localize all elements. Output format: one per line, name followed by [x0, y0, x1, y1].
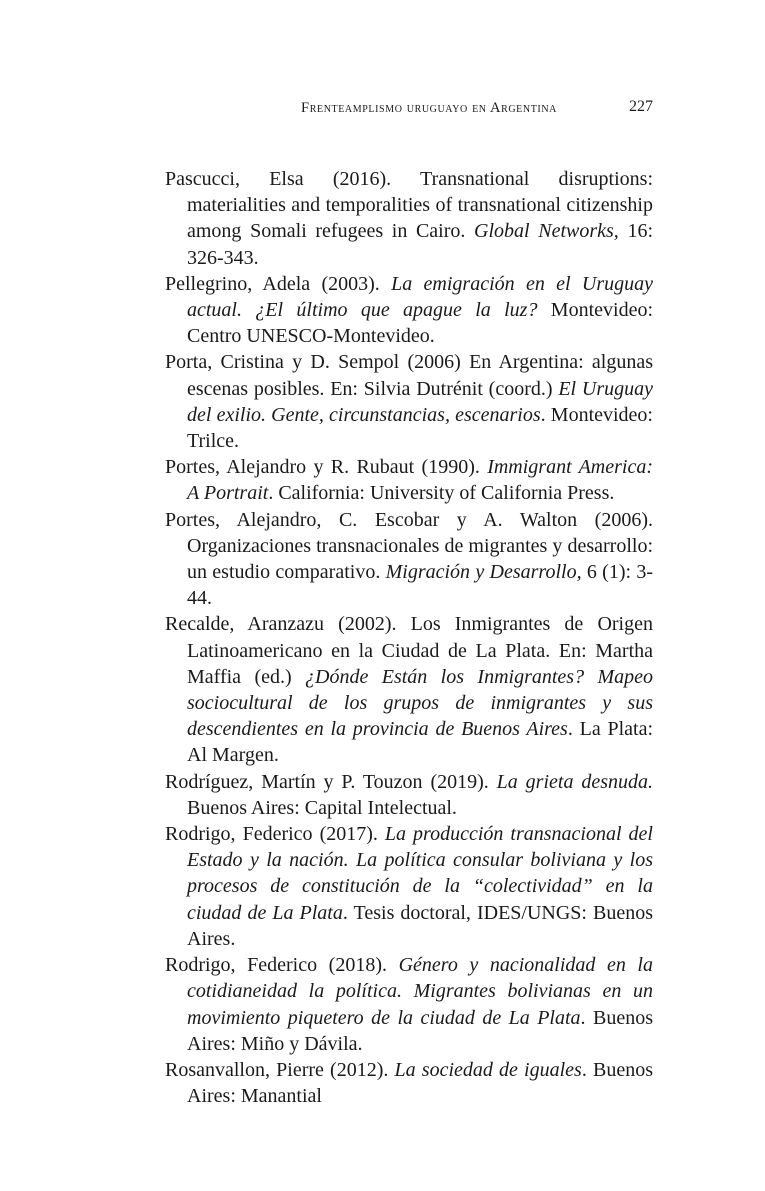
reference-entry: [165, 166, 653, 271]
reference-text: Rodrigo, Federico (2017).: [165, 823, 385, 846]
reference-text: Rodrigo, Federico (2018).: [165, 954, 399, 977]
reference-entry: [165, 611, 653, 768]
reference-entry: [165, 454, 653, 506]
reference-title: La sociedad de iguales: [394, 1058, 582, 1081]
reference-text: Recalde, Aranzazu (2002). Los Inmigrantes de Origen Latinoamericano en la Ciudad de La Plata. En: Martha Maffia (ed.): [165, 613, 653, 688]
reference-details: . California: University of California Press.: [268, 482, 615, 505]
page-number: 227: [629, 98, 653, 115]
running-header: [165, 98, 653, 122]
reference-entry: [165, 1057, 653, 1109]
running-title: Frenteamplismo uruguayo en Argentina: [301, 100, 557, 116]
reference-text: Rodríguez, Martín y P. Touzon (2019).: [165, 770, 497, 793]
reference-entry: [165, 952, 653, 1057]
reference-details: . Buenos Aires: Miño y Dávila.: [187, 1006, 653, 1055]
reference-entry: [165, 821, 653, 952]
reference-title: ¿Dónde Están los Inmigrantes? Mapeo sociocultural de los grupos de inmigrantes y sus descendientes en la provincia de Buenos Aires: [187, 665, 653, 741]
reference-title: Migración y Desarrollo,: [385, 561, 582, 584]
reference-title: La emigración en el Uruguay actual. ¿El último que apague la luz?: [187, 272, 653, 322]
reference-title: Immigrant America: A Portrait: [187, 456, 653, 505]
reference-details: . Tesis doctoral, IDES/UNGS: Buenos Aires.: [187, 901, 654, 950]
reference-title: La grieta desnuda.: [496, 770, 653, 793]
reference-title: Género y nacionalidad en la cotidianeidad la política. Migrantes bolivianas en un movimiento piquetero de la ciudad de La Plata: [187, 954, 653, 1029]
reference-text: Portes, Alejandro, C. Escobar y A. Walton (2006). Organizaciones transnacionales de migrantes y desarrollo: un estudio comparativo.: [165, 508, 653, 584]
reference-details: Montevideo: Centro UNESCO-Montevideo.: [187, 299, 653, 348]
reference-text: Pellegrino, Adela (2003).: [165, 272, 392, 295]
reference-title: La producción transnacional del Estado y la nación. La política consular boliviana y los procesos de constitución de la “colectividad” en la ciudad de La Plata: [187, 823, 653, 924]
reference-entry: [165, 271, 653, 350]
reference-details: Buenos Aires: Capital Intelectual.: [187, 796, 457, 819]
reference-details: . La Plata: Al Margen.: [187, 718, 654, 767]
reference-list: [165, 166, 653, 1109]
reference-entry: [165, 507, 653, 612]
reference-title: El Uruguay del exilio. Gente, circunstancias, escenarios: [187, 377, 653, 426]
reference-details: 6 (1): 3-44.: [187, 561, 653, 610]
reference-details: . Montevideo: Trilce.: [187, 403, 653, 453]
reference-details: 16: 326-343.: [187, 220, 653, 269]
reference-text: Pascucci, Elsa (2016). Transnational disruptions: materialities and temporalities of transnational citizenship among Somali refugees in Cairo.: [165, 168, 653, 243]
reference-details: . Buenos Aires: Manantial: [187, 1058, 653, 1108]
reference-title: Global Networks,: [474, 220, 619, 243]
reference-text: Portes, Alejandro y R. Rubaut (1990).: [165, 456, 488, 479]
reference-text: Rosanvallon, Pierre (2012).: [165, 1058, 395, 1081]
reference-entry: [165, 349, 653, 454]
reference-entry: [165, 769, 653, 821]
reference-text: Porta, Cristina y D. Sempol (2006) En Argentina: algunas escenas posibles. En: Silvia Dutrénit (coord.): [165, 351, 653, 400]
